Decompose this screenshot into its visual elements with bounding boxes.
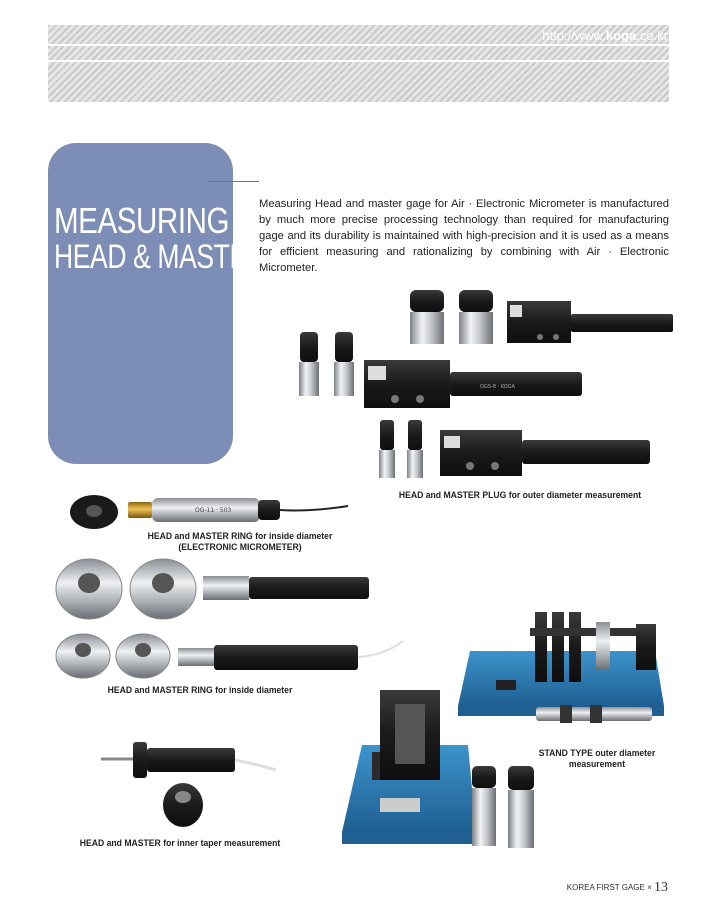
master-plug-large bbox=[410, 290, 444, 344]
master-ring-large bbox=[56, 559, 122, 619]
master-plug-small bbox=[334, 332, 354, 396]
stand-master-shaft bbox=[536, 705, 652, 723]
page-title-line1: MEASURING bbox=[54, 200, 230, 241]
taper-master-plug bbox=[472, 766, 496, 846]
caption-ring-electronic: HEAD and MASTER RING for inside diameter bbox=[147, 531, 333, 542]
master-plug-small bbox=[299, 332, 319, 396]
taper-stand-gage bbox=[342, 690, 476, 844]
taper-measuring-head bbox=[101, 742, 276, 778]
master-plug-small bbox=[407, 420, 423, 478]
caption-ring-electronic-sub: (ELECTRONIC MICROMETER) bbox=[178, 542, 302, 553]
electronic-head bbox=[128, 498, 348, 522]
master-ring-small bbox=[116, 634, 170, 678]
caption-stand-type-sub: measurement bbox=[568, 759, 626, 770]
caption-taper: HEAD and MASTER for inner taper measurement bbox=[79, 838, 281, 849]
taper-master-plug bbox=[508, 766, 534, 848]
ring-measuring-head bbox=[203, 576, 369, 600]
page-title-line2: HEAD & MASTER bbox=[54, 238, 266, 276]
caption-stand-type: STAND TYPE outer diameter bbox=[538, 748, 656, 759]
page-number: 13 bbox=[654, 880, 668, 895]
svg-text:OG-11 · 503: OG-11 · 503 bbox=[195, 507, 232, 514]
page-footer: KOREA FIRST GAGE × 13 bbox=[566, 880, 668, 895]
svg-text:OGS-8 · KOGA: OGS-8 · KOGA bbox=[480, 384, 515, 390]
master-ring-black bbox=[70, 495, 118, 529]
measuring-head-long bbox=[440, 430, 650, 476]
taper-master bbox=[163, 783, 203, 827]
measuring-head-medium bbox=[364, 360, 582, 408]
master-ring-small bbox=[56, 634, 110, 678]
master-ring-large bbox=[130, 559, 196, 619]
ring-measuring-head bbox=[178, 641, 403, 670]
master-plug-small bbox=[379, 420, 395, 478]
caption-ring-inside: HEAD and MASTER RING for inside diameter bbox=[107, 685, 293, 696]
website-url[interactable]: http://www.koga.co.kr bbox=[542, 28, 668, 43]
stand-type-gage bbox=[458, 612, 664, 716]
measuring-head-small bbox=[507, 301, 673, 343]
intro-paragraph: Measuring Head and master gage for Air · Electronic Micrometer is manufactured by much more precise processing technology than required for manufacturing gage and its durability is maintained with high-precision and it is used as a means for efficient measuring and rationalizing by combining with Air · Electronic Micrometer. bbox=[259, 198, 669, 274]
master-plug-large bbox=[459, 290, 493, 344]
caption-outer-plug: HEAD and MASTER PLUG for outer diameter measurement bbox=[398, 490, 642, 501]
